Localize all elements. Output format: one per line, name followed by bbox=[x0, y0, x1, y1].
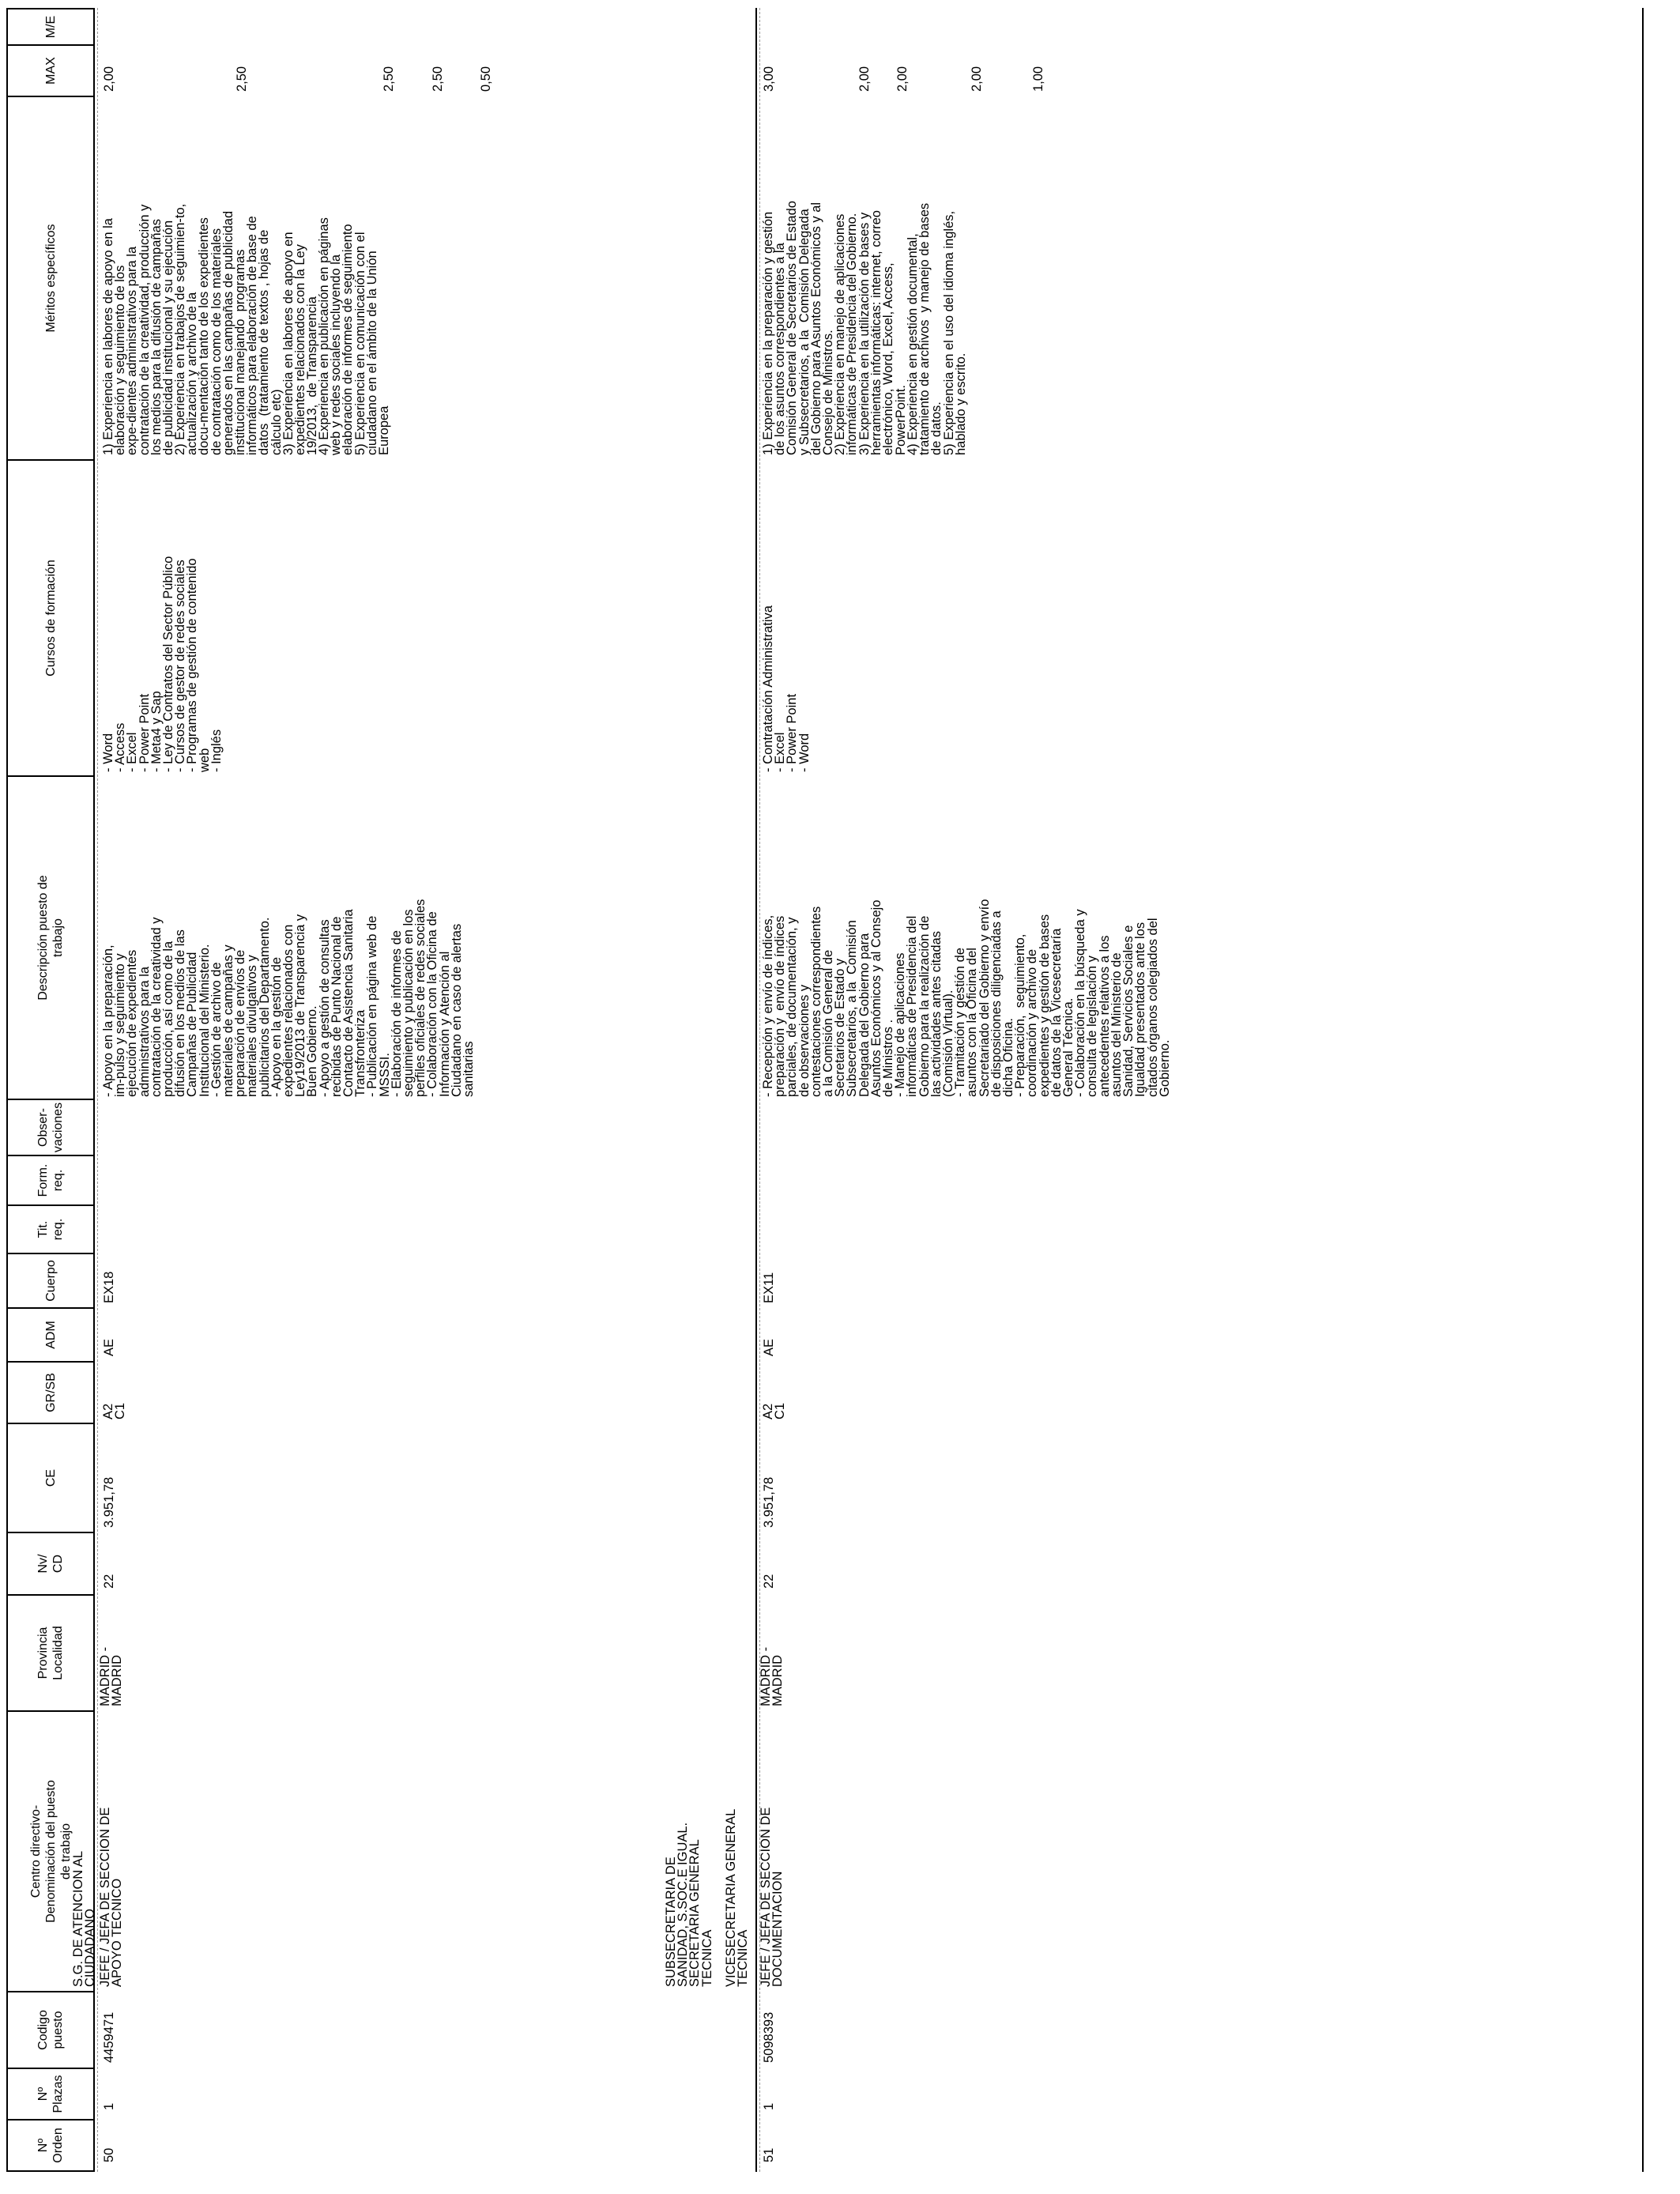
row-merito-1: 1) Experiencia en la preparación y gestión de los asuntos correspondientes a la Comisión General de Secretarios de Estado y Subsecretarios, a la Comisión Delegada del Gobierno para Asuntos Económicos y al Consejo de Ministros. bbox=[761, 201, 836, 455]
header-max: MAX bbox=[43, 57, 58, 85]
row-merito-3: 3) Experiencia en la utilización de bases y herramientas informáticas: internet, correo electrónico, Word, Excel, Access, PowerPoint. bbox=[857, 210, 908, 455]
header-bottom-border bbox=[93, 8, 95, 2172]
row-nivel: 22 bbox=[762, 1574, 776, 1589]
header-centro: Centro directivo- Denominación del puesto de trabajo bbox=[28, 1780, 73, 1923]
row-max-3: 2,00 bbox=[895, 66, 910, 92]
row-grupo: A2 C1 bbox=[101, 1402, 128, 1419]
header-ce: CE bbox=[43, 1468, 58, 1487]
row-codigo: 4459471 bbox=[102, 2011, 116, 2063]
row-cuerpo: EX11 bbox=[762, 1272, 776, 1303]
row-centro-unit: S.G. DE ATENCION AL CIUDADANO bbox=[71, 1850, 98, 1987]
row-merito-4: 4) Experiencia en publicación en páginas web y redes sociales incluyendo la elaboración de informes de seguimiento bbox=[317, 217, 356, 455]
row-descripcion: - Apoyo en la preparación, im-pulso y seguimiento y ejecución de expedientes administrativos para la contratación de la creatividad y producción, así como de la difusión en los medios de las Campañas de Publicidad Institucional del Ministerio. - Gestión de archivo de materiales de campañas y preparación de envíos de materiales divulgativos y publicitarios del Departamento. - Apoyo en la gestión de expedientes relacionados con Ley19/2013 de Transparencia y Buen Gobierno. - Apoyo a gestión de consultas recibidas de Punto Nacional de Contacto de Asistencia Sanitaria Transfronteriza - Publicación en página web de MSSSI. - Elaboración de informes de seguimiento y publicación en los perfiles oficiales de redes sociales - Colaboración con la Oficina de Información y Atención al Ciudadano en caso de alertas sanitarias bbox=[101, 899, 477, 1097]
row-centro-unit: SUBSECRETARIA DE SANIDAD, S.SOC.E IGUAL. SECRETARIA GENERAL TECNICA VICESECRETARIA GENERAL TECNICA bbox=[664, 1808, 751, 1987]
header-grupo: GR/SB bbox=[43, 1373, 58, 1412]
header-descripcion: Descripción puesto de trabajo bbox=[36, 875, 65, 1001]
row-centro-puesto: JEFE / JEFA DE SECCION DE DOCUMENTACION bbox=[759, 1807, 785, 1987]
row-max-2: 2,00 bbox=[857, 66, 872, 92]
row-provincia: MADRID - MADRID bbox=[759, 1646, 785, 1706]
col-divider bbox=[6, 2170, 95, 2172]
row-adm: AE bbox=[102, 1338, 116, 1356]
row-ce: 3.951,78 bbox=[762, 1476, 776, 1528]
header-observaciones: Obser- vaciones bbox=[36, 1102, 65, 1153]
row-orden: 51 bbox=[762, 2147, 776, 2162]
row-adm: AE bbox=[762, 1338, 776, 1356]
header-codigo: Codigo puesto bbox=[36, 2010, 65, 2050]
row-centro-puesto: JEFE / JEFA DE SECCION DE APOYO TECNICO bbox=[98, 1807, 125, 1987]
header-orden: Nº Orden bbox=[36, 2128, 65, 2163]
header-provincia: Provincia Localidad bbox=[36, 1626, 65, 1680]
header-me: M/E bbox=[43, 15, 58, 39]
row-nivel: 22 bbox=[102, 1574, 116, 1589]
row-codigo: 5098393 bbox=[762, 2011, 776, 2063]
row-merito-3: 3) Experiencia en labores de apoyo en expedientes relacionados con la Ley 19/2013, de Transparencia bbox=[281, 232, 320, 455]
row-merito-5: 5) Experiencia en comunicación con el ciudadano en el ámbito de la Unión Europea bbox=[353, 232, 392, 455]
row-max-5: 1,00 bbox=[1031, 66, 1045, 92]
header-titulacion: Tit. req. bbox=[36, 1218, 65, 1241]
row-max-1: 3,00 bbox=[762, 66, 776, 92]
row-plazas: 1 bbox=[762, 2102, 776, 2110]
row-ce: 3.951,78 bbox=[102, 1476, 116, 1528]
row-merito-4: 4) Experiencia en gestión documental, tratamiento de archivos y manejo de bases de datos. bbox=[906, 202, 944, 455]
row-cursos: - Contratación Administrativa - Excel - Power Point - Word bbox=[761, 605, 812, 772]
row-cursos: - Word - Access - Excel - Power Point - Meta4 y Sap - Ley de Contratos del Sector Público - Cursos de gestor de redes sociales - Programas de gestión de contenido web - Inglés bbox=[101, 556, 224, 772]
header-formacion: Form. req. bbox=[36, 1163, 65, 1197]
row-merito-2: 2) Experiencia en manejo de aplicaciones informáticas de Presidencia del Gobierno. bbox=[833, 213, 860, 455]
row-max-4: 2,50 bbox=[431, 66, 445, 92]
row-orden: 50 bbox=[102, 2147, 116, 2162]
row-max-5: 0,50 bbox=[479, 66, 493, 92]
header-meritos: Méritos específicos bbox=[43, 224, 58, 333]
row-separator bbox=[755, 8, 757, 2172]
row-merito-5: 5) Experiencia en el uso del idioma inglés, hablado y escrito. bbox=[942, 210, 969, 455]
header-nivel: Nv/ CD bbox=[36, 1554, 65, 1574]
row-grupo: A2 C1 bbox=[761, 1402, 788, 1419]
row-max-2: 2,50 bbox=[235, 66, 249, 92]
row-merito-1: 1) Experiencia en labores de apoyo en la elaboración y seguimiento de los expe-dientes administrativos para la contratación de la creatividad, producción y los medios para la difusión de campañas de publicidad institucional y su ejecución bbox=[101, 204, 176, 455]
row-descripcion: - Recepción y envío de índices, preparación y envío de índices parciales, de documentación, y de observaciones y contestaciones correspondientes a la Comisión General de Secretarios de Estado y Subsecretarios, a la Comisión Delegada del Gobierno para Asuntos Económicos y al Consejo de Ministros . - Manejo de aplicaciones informáticas de Presidencia del Gobierno para la realización de las actividades antes citadas (Comisión Virtual). - Tramitación y gestión de asuntos con la Oficina del Secretariado del Gobierno y envío de disposiciones diligenciadas a dicha Oficina. - Preparación, seguimiento, coordinación y archivo de expedientes y gestión de bases de datos de la Vicesecretaría General Técnica. - Colaboración en la búsqueda y consulta de legislación y antecedentes relativos a los asuntos del Ministerio de Sanidad, Servicios Sociales e Igualdad presentados ante los citados órganos colegiados del Gobierno. bbox=[761, 899, 1172, 1097]
table-bottom-border bbox=[1642, 8, 1644, 2172]
header-plazas: Nº Plazas bbox=[36, 2075, 65, 2113]
header-cuerpo: Cuerpo bbox=[43, 1260, 58, 1302]
header-adm: ADM bbox=[43, 1321, 58, 1349]
row-max-4: 2,00 bbox=[970, 66, 984, 92]
row-provincia: MADRID - MADRID bbox=[98, 1646, 125, 1706]
row-merito-2: 2) Experiencia en trabajos de seguimien-to, actualización y archivo de la docu-mentación tanto de los expedientes de contratación como de los materiales generados en las campañas de publicidad institucional manejando programas informáticos para elaboración de base de datos (tratamiento de textos , hojas de cálculo etc) bbox=[173, 203, 284, 455]
row-cuerpo: EX18 bbox=[102, 1271, 116, 1303]
header-cursos: Cursos de formación bbox=[43, 560, 58, 677]
row-plazas: 1 bbox=[102, 2102, 116, 2110]
row-max-3: 2,50 bbox=[382, 66, 396, 92]
row-max-1: 2,00 bbox=[102, 66, 116, 92]
